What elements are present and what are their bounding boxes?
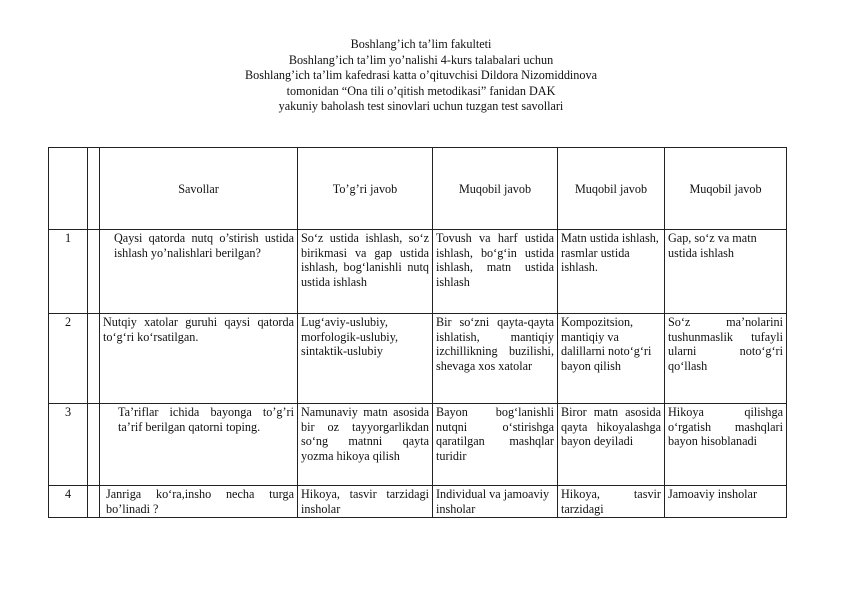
alternative-1-cell: Bir so‘zni qayta-qayta ishlatish, mantiqiy izchillikning buzilishi, shevaga xos xatolar: [433, 314, 558, 404]
table-row: [49, 314, 787, 404]
test-questions-table: [48, 147, 787, 518]
author-line: Boshlang’ich ta’lim kafedrasi katta o’qituvchisi Dildora Nizomiddinova: [245, 68, 597, 83]
row-gap-cell: [88, 404, 100, 486]
table-header-row: [49, 148, 787, 230]
alternative-3-cell: So‘z ma’nolarini tushunmaslik tufayli ularni noto‘g‘ri qo‘llash: [665, 314, 787, 404]
document-header: [0, 37, 842, 115]
question-cell: Janriga ko‘ra,insho necha turga bo’linadi ?: [100, 486, 298, 518]
alternative-2-cell: Matn ustida ishlash, rasmlar ustida ishlash.: [558, 230, 665, 314]
table-row: [49, 404, 787, 486]
faculty-line: Boshlang’ich ta’lim fakulteti: [350, 37, 492, 51]
header-alternative-3: Muqobil javob: [665, 148, 787, 230]
row-number: 2: [49, 314, 88, 404]
correct-answer-cell: Hikoya, tasvir tarzidagi insholar: [298, 486, 433, 518]
row-gap-cell: [88, 486, 100, 518]
alternative-3-cell: Gap, so‘z va matn ustida ishlash: [665, 230, 787, 314]
table-row: [49, 486, 787, 518]
row-number: 1: [49, 230, 88, 314]
alternative-1-cell: Bayon bog‘lanishli nutqni o‘stirishga qaratilgan mashqlar turidir: [433, 404, 558, 486]
row-gap-cell: [88, 314, 100, 404]
alternative-1-cell: Tovush va harf ustida ishlash, bo‘g‘in ustida ishlash, matn ustida ishlash: [433, 230, 558, 314]
question-cell: Ta’riflar ichida bayonga to’g’ri ta’rif berilgan qatorni toping.: [100, 404, 298, 486]
alternative-3-cell: Hikoya qilishga o‘rgatish mashqlari bayon hisoblanadi: [665, 404, 787, 486]
row-number: 4: [49, 486, 88, 518]
correct-answer-cell: Lug‘aviy-uslubiy, morfologik-uslubiy, sintaktik-uslubiy: [298, 314, 433, 404]
header-gap-cell: [88, 148, 100, 230]
table-row: [49, 230, 787, 314]
header-correct-answer: To’g’ri javob: [298, 148, 433, 230]
row-gap-cell: [88, 230, 100, 314]
subject-line: tomonidan “Ona tili o’qitish metodikasi” fanidan DAK: [286, 83, 556, 98]
alternative-2-cell: Hikoya, tasvir tarzidagi: [558, 486, 665, 518]
alternative-3-cell: Jamoaviy insholar: [665, 486, 787, 518]
question-cell: Qaysi qatorda nutq o’stirish ustida ishlash yo’nalishlari berilgan?: [100, 230, 298, 314]
header-alternative-1: Muqobil javob: [433, 148, 558, 230]
question-cell: Nutqiy xatolar guruhi qaysi qatorda to‘g‘ri ko‘rsatilgan.: [100, 314, 298, 404]
alternative-1-cell: Individual va jamoaviy insholar: [433, 486, 558, 518]
header-num-cell: [49, 148, 88, 230]
header-questions: Savollar: [100, 148, 298, 230]
alternative-2-cell: Biror matn asosida qayta hikoyalashga bayon deyiladi: [558, 404, 665, 486]
correct-answer-cell: So‘z ustida ishlash, so‘z birikmasi va gap ustida ishlash, bog‘lanishli nutq ustida ishlash: [298, 230, 433, 314]
alternative-2-cell: Kompozitsion, mantiqiy va dalillarni noto‘g‘ri bayon qilish: [558, 314, 665, 404]
correct-answer-cell: Namunaviy matn asosida bir oz tayyorgarlikdan so‘ng matnni qayta yozma hikoya qilish: [298, 404, 433, 486]
header-alternative-2: Muqobil javob: [558, 148, 665, 230]
program-line: Boshlang’ich ta’lim yo’nalishi 4-kurs talabalari uchun: [288, 52, 554, 67]
purpose-line: yakuniy baholash test sinovlari uchun tuzgan test savollari: [278, 99, 564, 114]
row-number: 3: [49, 404, 88, 486]
